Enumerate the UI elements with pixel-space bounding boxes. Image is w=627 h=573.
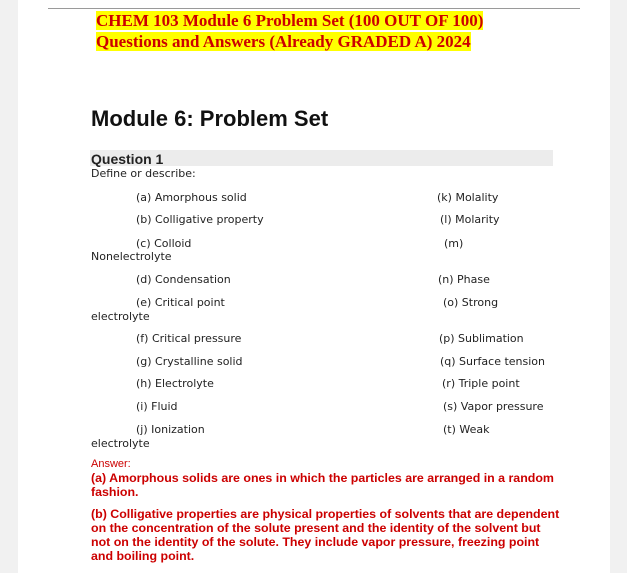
term-t-wrap: electrolyte: [91, 437, 150, 450]
term-i: (i) Fluid: [136, 400, 178, 413]
term-f: (f) Critical pressure: [136, 332, 242, 345]
term-p: (p) Sublimation: [439, 332, 524, 345]
term-t: (t) Weak: [443, 423, 490, 436]
question-prompt: Define or describe:: [91, 167, 196, 180]
term-a: (a) Amorphous solid: [136, 191, 247, 204]
term-o: (o) Strong: [443, 296, 499, 309]
term-n: (n) Phase: [438, 273, 490, 286]
term-s: (s) Vapor pressure: [443, 400, 544, 413]
term-h: (h) Electrolyte: [136, 377, 214, 390]
term-b: (b) Colligative property: [136, 213, 264, 226]
document-title: [96, 10, 536, 52]
question-label: Question 1: [91, 151, 164, 167]
term-g: (g) Crystalline solid: [136, 355, 243, 368]
term-m-wrap: Nonelectrolyte: [91, 250, 172, 263]
term-m: (m): [444, 237, 464, 250]
answer-label: Answer:: [91, 458, 131, 470]
term-q: (q) Surface tension: [440, 355, 546, 368]
term-e: (e) Critical point: [136, 296, 225, 309]
term-k: (k) Molality: [437, 191, 499, 204]
top-divider: [48, 8, 580, 9]
term-j: (j) Ionization: [136, 423, 205, 436]
answer-paragraph: (a) Amorphous solids are ones in which the particles are arranged in a random fashion.: [91, 471, 554, 499]
term-d: (d) Condensation: [136, 273, 231, 286]
term-c: (c) Colloid: [136, 237, 192, 250]
term-l: (l) Molarity: [440, 213, 500, 226]
module-heading: Module 6: Problem Set: [91, 106, 329, 131]
answer-paragraph: (b) Colligative properties are physical properties of solvents that are dependent on the concentration of the solute present and the identity of the solvent but not on the identity of the solute. They include vapor pressure, freezing point and boiling point.: [91, 507, 560, 563]
term-r: (r) Triple point: [442, 377, 520, 390]
document-title-text: CHEM 103 Module 6 Problem Set (100 OUT OF 100) Questions and Answers (Already GRADED A) 2024: [96, 11, 484, 51]
term-o-wrap: electrolyte: [91, 310, 150, 323]
